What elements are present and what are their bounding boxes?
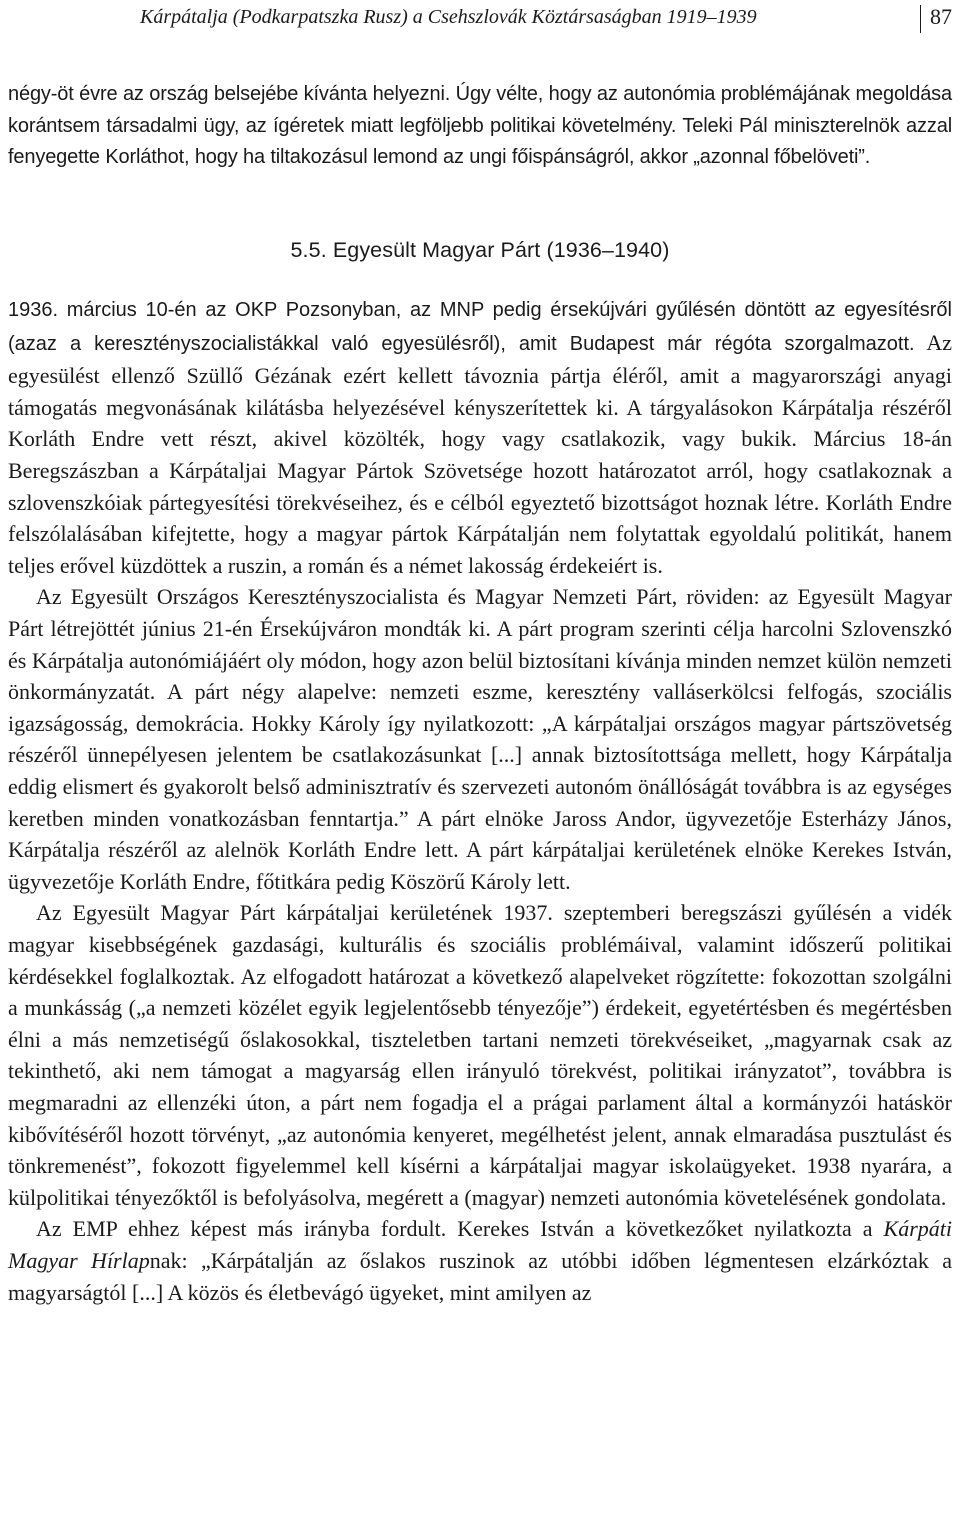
running-title: Kárpátalja (Podkarpatszka Rusz) a Csehszlovák Köztársaságban 1919–1939 bbox=[140, 6, 757, 28]
running-header bbox=[8, 3, 952, 35]
paragraph-emp-founding: Az Egyesült Országos Keresztényszocialista és Magyar Nemzeti Párt, röviden: az Egyesült Magyar Párt létrejöttét június 21-én Érsekújváron mondták ki. A párt program szerinti célja harcolni Szlovenszkó és Kárpátalja autonómiájáért oly módon, hogy azon belül biztosítani kívánja minden nemzet külön nemzeti önkormányzatát. A párt négy alapelve: nemzeti eszme, keresztény valláserkölcsi felfogás, szociális igazságosság, demokrácia. Hokky Károly így nyilatkozott: „A kárpátaljai országos magyar pártszövetség részéről ünnepélyesen jelentem be csatlakozásunkat [...] annak biztosítottsága mellett, hogy Kárpátalja eddig elismert és gyakorolt belső adminisztratív és szervezeti autonóm önállóságát továbbra is az egységes keretben minden vonatkozásban fenntartja.” A párt elnöke Jaross Andor, ügyvezetője Esterházy János, Kárpátalja részéről az alelnök Korláth Endre lett. A párt kárpátaljai kerületének elnöke Kerekes István, ügyvezetője Korláth Endre, főtitkára pedig Köszörű Károly lett. bbox=[8, 584, 952, 894]
section-heading: 5.5. Egyesült Magyar Párt (1936–1940) bbox=[290, 238, 670, 263]
paragraph-emp-direction bbox=[8, 1213, 952, 1308]
paragraph-egyesules-serif-part: Az egyesülést ellenző Szüllő Gézának ezért kellett távoznia pártja éléről, amit a magyarországi anyagi támogatás megvonásának kilátásba helyezésével kényszerítettek ki. A tárgyalásokon Kárpátalja részéről Korláth Endre vett részt, akivel közölték, hogy vagy csatlakozik, vagy bukik. Március 18-án Beregszászban a Kárpátaljai Magyar Pártok Szövetsége hozott határozatot arról, hogy csatlakoznak a szlovenszkóiak pártegyesítési törekvéseihez, és e célból egyeztető bizottságot hoznak létre. Korláth Endre felszólalásában kifejtette, hogy a magyar pártok Kárpátalján nem folytattak egyoldalú politikát, hanem teljes erővel küzdöttek a ruszin, a román és a német lakosság érdekeiért is. bbox=[8, 329, 952, 578]
newspaper-title: Kárpáti Magyar Hírlap bbox=[8, 1216, 952, 1273]
paragraph-emp-direction-part-b: nak: „Kárpátalján az őslakos ruszinok az utóbbi időben légmentesen elzárkóztak a magyarságtól [...] A közös és életbevágó ügyeket, mint amilyen az bbox=[8, 1247, 952, 1305]
paragraph-1937-meeting: Az Egyesült Magyar Párt kárpátaljai kerületének 1937. szeptemberi beregszászi gyűlésén a vidék magyar kisebbségének gazdasági, kulturális és szociális problémáival, valamint időszerű politikai kérdésekkel foglalkoztak. Az elfogadott határozat a következő alapelveket rögzítette: fokozottan szolgálni a munkásság („a nemzeti közélet egyik legjelentősebb tényezője”) érdekeit, egyetértésben és megértésben élni a más nemzetiségű őslakosokkal, tiszteletben tartani nemzeti törekvéseiket, „magyarnak csak az tekinthető, aki nem támogat a magyarság ellen irányuló törekvést, politikai irányzatot”, továbbra is megmaradni az ellenzéki úton, a párt nem fogadja el a prágai parlament által a kormányzói hatáskör kibővítéséről hozott törvényt, „az autonómia kenyeret, megélhetést jelent, annak elmaradása pusztulást és tönkremenést”, fokozott figyelemmel kell kísérni a kárpátaljai magyar iskolaügyeket. 1938 nyarára, a külpolitikai tényezőktől is befolyásolva, megérett a (magyar) nemzeti autonómia követelésének gondolata. bbox=[8, 900, 952, 1210]
paragraph-egyesules-sans-part: 1936. március 10-én az OKP Pozsonyban, az MNP pedig érsekújvári gyűlésén döntött az egyesítésről (azaz a keresztényszocialistákkal való egyesülésről), amit Budapest már régóta szorgalmazott. bbox=[8, 299, 952, 355]
header-separator bbox=[920, 5, 921, 33]
paragraph-egyesules bbox=[8, 293, 952, 581]
paragraph-emp-direction-part-a: Az EMP ehhez képest más irányba fordult. Kerekes István a következőket nyilatkozta a bbox=[36, 1216, 884, 1242]
document-page bbox=[8, 0, 952, 1308]
page-number: 87 bbox=[930, 4, 952, 29]
paragraph-continuation: négy-öt évre az ország belsejébe kívánta helyezni. Úgy vélte, hogy az autonómia problémájának megoldása korántsem társadalmi ügy, az ígéretek miatt legföljebb politikai követelmény. Teleki Pál miniszterelnök azzal fenyegette Korláthot, hogy ha tiltakozásul lemond az ungi főispánságról, akkor „azonnal főbelöveti”. bbox=[8, 83, 952, 169]
